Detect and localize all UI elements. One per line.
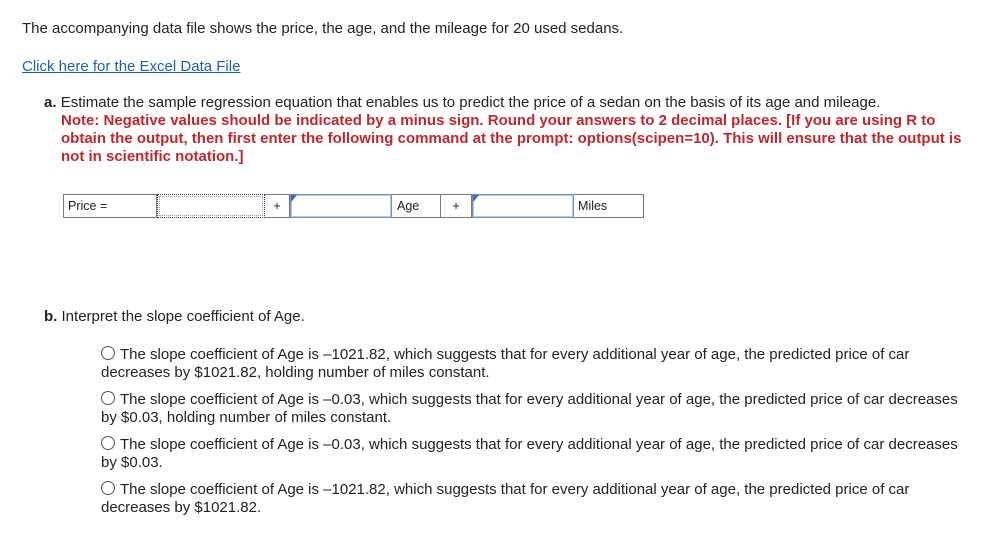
miles-coefficient-input-wrapper [472,194,574,218]
answer-option-1[interactable] [101,346,971,382]
radio-button[interactable] [101,481,115,495]
answer-flag-icon [291,195,297,202]
answer-option-text: The slope coefficient of Age is –0.03, which suggests that for every additional year of age, the predicted price of car decreases by $0.03, holding number of miles constant. [101,391,958,426]
answer-option-text: The slope coefficient of Age is –1021.82, which suggests that for every additional year of age, the predicted price of car decreases by $1021.82, holding number of miles constant. [101,346,910,381]
part-b-text: Interpret the slope coefficient of Age. [61,308,305,325]
part-b-question [44,307,305,327]
miles-label: Miles [574,194,644,218]
intercept-input-wrapper [157,194,265,218]
part-a-note: Note: Negative values should be indicated by a minus sign. Round your answers to 2 decimal places. [If you are using R to obtain the output, then first enter the following command at the prompt: options(scipen=10). This will ensure that the output is not in scientific notation.] [61,112,962,165]
part-a-question [44,94,964,166]
plus-sign-1: + [265,194,290,218]
price-label: Price = [63,194,157,218]
part-b-letter: b. [44,308,58,325]
age-coefficient-input-wrapper [290,194,392,218]
answer-option-4[interactable] [101,481,971,517]
answer-options [101,346,971,526]
intro-text: The accompanying data file shows the price, the age, and the mileage for 20 used sedans. [22,20,624,37]
answer-option-text: The slope coefficient of Age is –1021.82, which suggests that for every additional year of age, the predicted price of car decreases by $1021.82. [101,481,910,516]
answer-option-2[interactable] [101,391,971,427]
part-a-text: Estimate the sample regression equation that enables us to predict the price of a sedan on the basis of its age and mileage. [60,94,881,111]
radio-button[interactable] [101,436,115,450]
answer-flag-icon [473,195,479,202]
regression-equation-row [63,194,644,218]
intercept-input[interactable] [158,195,264,217]
radio-button[interactable] [101,346,115,360]
excel-data-file-link[interactable]: Click here for the Excel Data File [22,58,241,75]
answer-option-text: The slope coefficient of Age is –0.03, which suggests that for every additional year of age, the predicted price of car decreases by $0.03. [101,436,958,471]
miles-coefficient-input[interactable] [473,195,573,217]
age-coefficient-input[interactable] [291,195,391,217]
radio-button[interactable] [101,391,115,405]
part-a-letter: a. [44,94,57,111]
answer-option-3[interactable] [101,436,971,472]
age-label: Age [392,194,441,218]
plus-sign-2: + [441,194,472,218]
